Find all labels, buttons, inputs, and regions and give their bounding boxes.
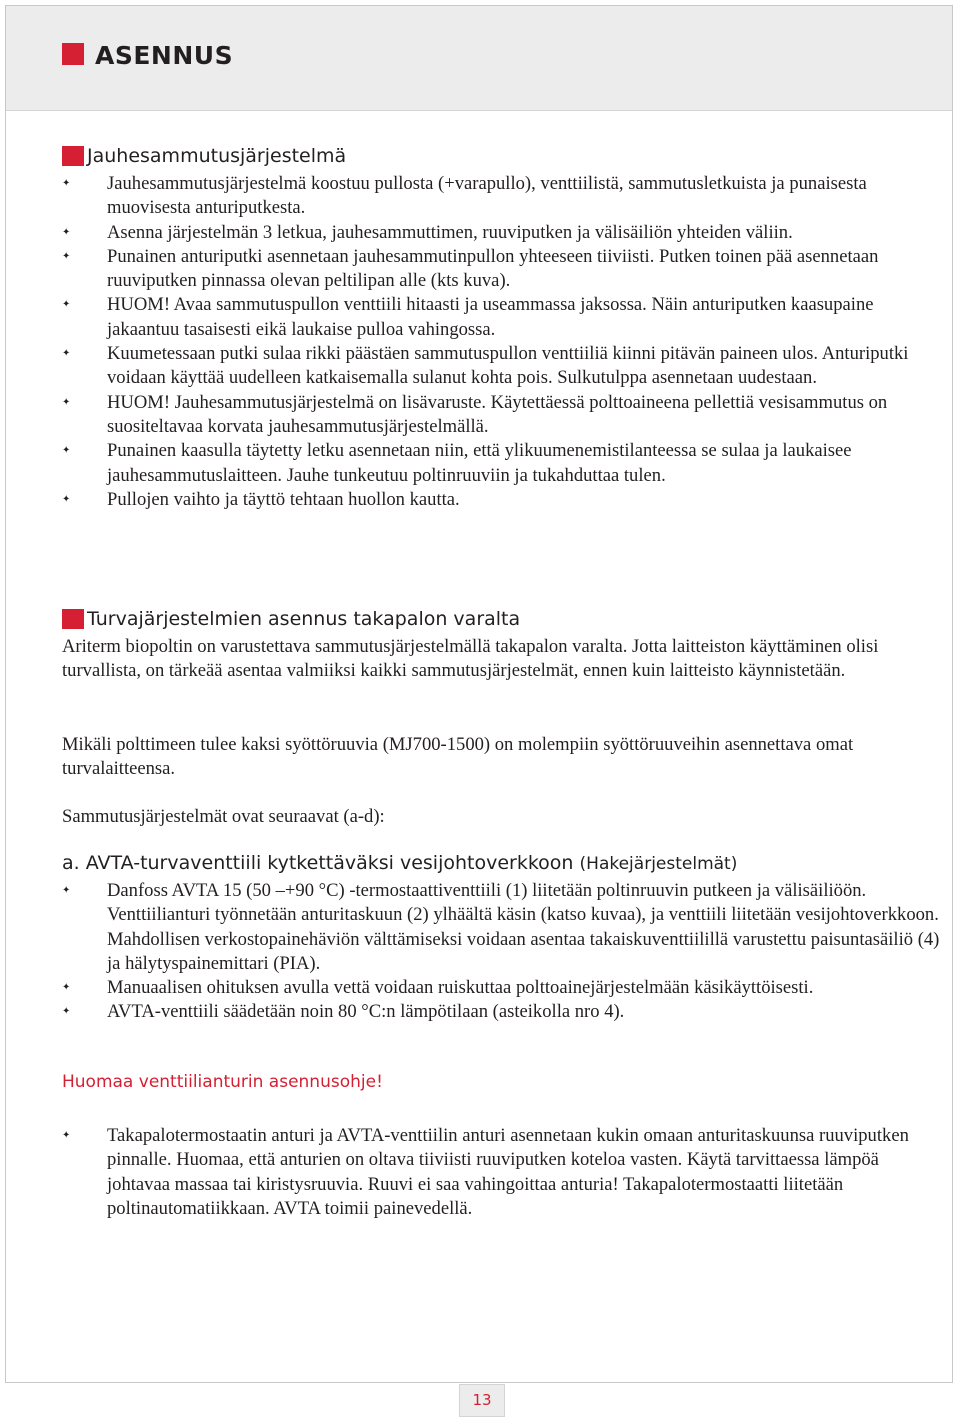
subsection-title-suffix: (Hakejärjestelmät) xyxy=(579,854,738,874)
subsection-title: a. AVTA-turvaventtiili kytkettäväksi vesijohtoverkkoon xyxy=(62,852,574,874)
list-item: ✦ HUOM! Jauhesammutusjärjestelmä on lisävaruste. Käytettäessä polttoaineena pellettiä vesisammutus on suositeltavaa korvata jauhesammutusjärjestelmällä. xyxy=(62,391,942,440)
section-heading-backfire-safety xyxy=(62,608,520,630)
subsection-heading-avta xyxy=(62,852,737,874)
section-title: Turvajärjestelmien asennus takapalon varalta xyxy=(87,608,521,630)
list-item: ✦ AVTA-venttiili säädetään noin 80 °C:n lämpötilaan (asteikolla nro 4). xyxy=(62,1000,942,1024)
page-number: 13 xyxy=(459,1384,505,1417)
page-title: ASENNUS xyxy=(95,41,234,70)
paragraph-intro: Ariterm biopoltin on varustettava sammutusjärjestelmällä takapalon varalta. Jotta laitteiston käyttäminen olisi turvallista, on tärkeää asentaa valmiiksi kaikki sammutusjärjestelmät, ennen kuin laitteisto käynnistetään. xyxy=(62,636,879,682)
list-item: ✦ Takapalotermostaatin anturi ja AVTA-venttiilin anturi asennetaan kukin omaan anturitaskuunsa ruuviputken pinnalle. Huomaa, että anturien on oltava tiiviisti ruuviputken koteloa vasten. Käytä tarvittaessa lämpöä johtavaa massaa tai kiristysruuvia. Ruuvi ei saa vahingoittaa anturia! Takapalotermostaatti liitetään poltinautomatiikkaan. AVTA toimii painevedellä. xyxy=(62,1124,942,1221)
paragraph-two-screws: Mikäli polttimeen tulee kaksi syöttöruuvia (MJ700-1500) on molempiin syöttöruuveihin asennettava omat turvalaitteensa. xyxy=(62,734,854,780)
list-item: ✦ Kuumetessaan putki sulaa rikki päästäen sammutuspullon venttiiliä kiinni pitävän paineen ulos. Anturiputki voidaan käyttää uudelleen katkaisemalla sulanut kohta pois. Sulkutulppa asennetaan uudestaan. xyxy=(62,342,942,391)
header-marker xyxy=(62,43,84,65)
section1-list xyxy=(62,172,942,512)
list-item: ✦ Pullojen vaihto ja täyttö tehtaan huollon kautta. xyxy=(62,488,942,512)
section-heading-powder-extinguisher xyxy=(62,145,346,167)
list-item: ✦ Punainen anturiputki asennetaan jauhesammutinpullon yhteeseen tiiviisti. Putken toinen pää asennetaan ruuviputken pinnassa olevan peltilipan alle (kts kuva). xyxy=(62,245,942,294)
heading-marker xyxy=(62,609,84,629)
subsection-a-list xyxy=(62,879,942,1025)
list-item: ✦ Asenna järjestelmän 3 letkua, jauhesammuttimen, ruuviputken ja välisäiliön yhteiden väliin. xyxy=(62,221,942,245)
list-item: ✦ Manuaalisen ohituksen avulla vettä voidaan ruiskuttaa polttoainejärjestelmään käsikäyttöisesti. xyxy=(62,976,942,1000)
list-item: ✦ Jauhesammutusjärjestelmä koostuu pullosta (+varapullo), venttiilistä, sammutusletkuista ja punaisesta muovisesta anturiputkesta. xyxy=(62,172,942,221)
section-title: Jauhesammutusjärjestelmä xyxy=(87,145,347,167)
subsection-a-list-2 xyxy=(62,1124,942,1221)
sensor-installation-note: Huomaa venttiilianturin asennusohje! xyxy=(62,1072,383,1092)
heading-marker xyxy=(62,146,84,166)
list-item: ✦ Punainen kaasulla täytetty letku asennetaan niin, että ylikuumenemistilanteessa se sulaa ja laukaisee jauhesammutuslaitteen. Jauhe tunkeutuu poltinruuviin ja tukahduttaa tulen. xyxy=(62,439,942,488)
paragraph-systems-list: Sammutusjärjestelmät ovat seuraavat (a-d): xyxy=(62,806,385,827)
list-item: ✦ HUOM! Avaa sammutuspullon venttiili hitaasti ja useammassa jaksossa. Näin anturiputken kaasupaine jakaantuu tasaisesti eikä laukaise pulloa vahingossa. xyxy=(62,293,942,342)
list-item: ✦ Danfoss AVTA 15 (50 –+90 °C) -termostaattiventtiili (1) liitetään poltinruuvin putkeen ja välisäiliöön. Venttiilianturi työnnetään anturitaskuun (2) ylhäältä käsin (katso kuvaa), ja venttiili liitetään vesijohtoverkkoon. Mahdollisen verkostopainehäviön välttämiseksi voidaan asentaa takaiskuventtiilillä varustettu paisuntasäiliö (4) ja hälytyspainemittari (PIA). xyxy=(62,879,942,976)
